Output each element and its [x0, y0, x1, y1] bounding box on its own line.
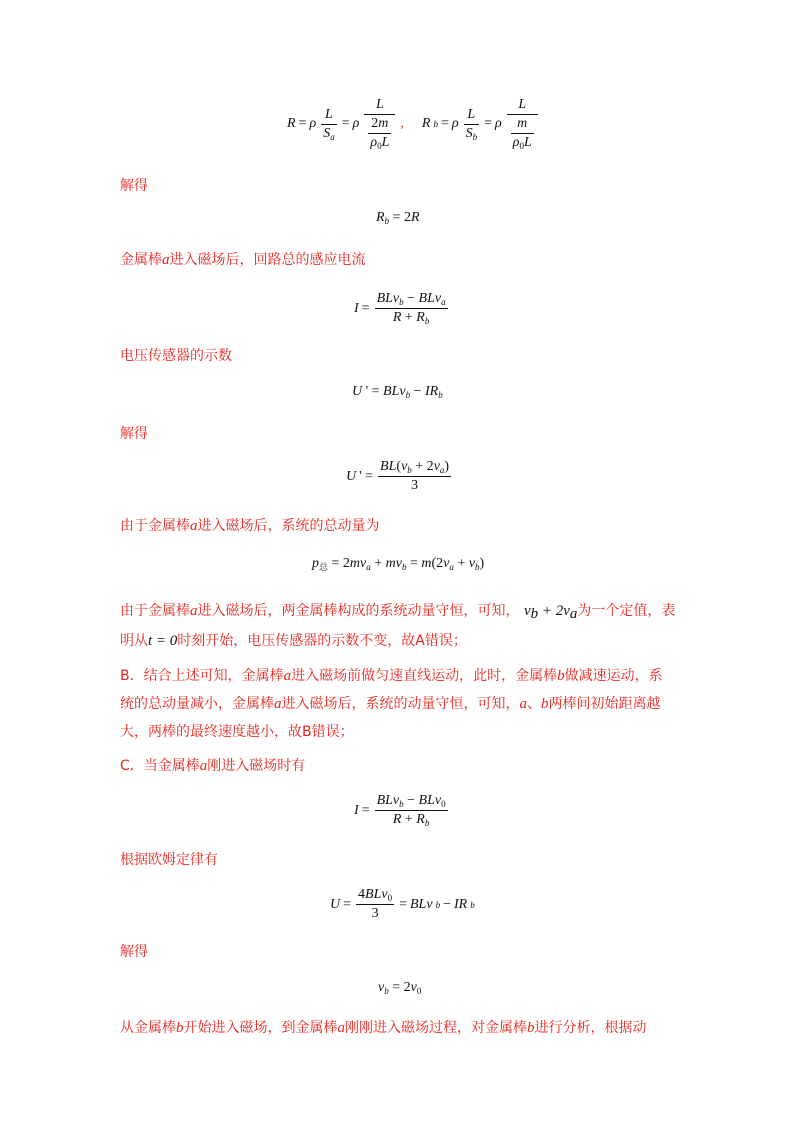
- equation-voltage: U ' = $BLv_b - IR_b$: [352, 384, 443, 400]
- paragraph-solve-2: 解得: [120, 426, 148, 442]
- paragraph-analysis: 从金属棒b开始进入磁场，到金属棒a刚刚进入磁场过程，对金属棒b进行分析，根据动: [120, 1020, 647, 1036]
- equation-ohm: U = $\frac{4BLv_0}{3}$ = BLv b − IR b: [330, 887, 475, 921]
- equation-voltage-result: U ' = $\frac{BL(v_b + 2v_a)}{3}$: [346, 459, 450, 493]
- paragraph-option-c: C．当金属棒a刚进入磁场时有: [120, 758, 306, 774]
- equation-resistance: R = ρ $\frac{L}{S_a}$ = ρ $\frac{L}{\frac{2m}{\rho_0L}}$ , R b = ρ $\frac{L}{S_b}$ = ρ $\frac{L}{\frac{m}{\rho_0L}}$: [287, 96, 540, 152]
- paragraph-momentum: 由于金属棒a进入磁场后，系统的总动量为: [120, 518, 380, 534]
- paragraph-option-b: B．结合上述可知，金属棒a进入磁场前做匀速直线运动，此时，金属棒b做减速运动，系 统的总动量减小，金属棒a进入磁场后，系统的动量守恒，可知，a、b两棒间初始距离越 大，两棒的最终速度越小，故B错误；: [120, 668, 663, 740]
- paragraph-solve-1: 解得: [120, 178, 148, 194]
- equation-current-c: I = $\frac{BLv_b - BLv_0}{R + R_b}$: [354, 793, 446, 828]
- paragraph-current: 金属棒a进入磁场后，回路总的感应电流: [120, 252, 366, 268]
- paragraph-conclusion-a: 由于金属棒a进入磁场后，两金属棒构成的系统动量守恒，可知， $v_b + 2v_a$为一个定值，表 明从t = 0时刻开始，电压传感器的示数不变，故A错误；: [120, 603, 676, 649]
- equation-vb: $v_b = 2v_0$: [378, 980, 422, 996]
- paragraph-ohm: 根据欧姆定律有: [120, 852, 218, 868]
- paragraph-sensor: 电压传感器的示数: [120, 348, 232, 364]
- equation-momentum: $p_总 = 2mv_a + mv_b = m(2v_a + v_b)$: [312, 556, 485, 572]
- paragraph-solve-3: 解得: [120, 944, 148, 960]
- equation-current: I = $\frac{BLv_b - BLv_a}{R + R_b}$: [354, 291, 446, 326]
- equation-rb: $R_b = 2R$: [376, 210, 420, 226]
